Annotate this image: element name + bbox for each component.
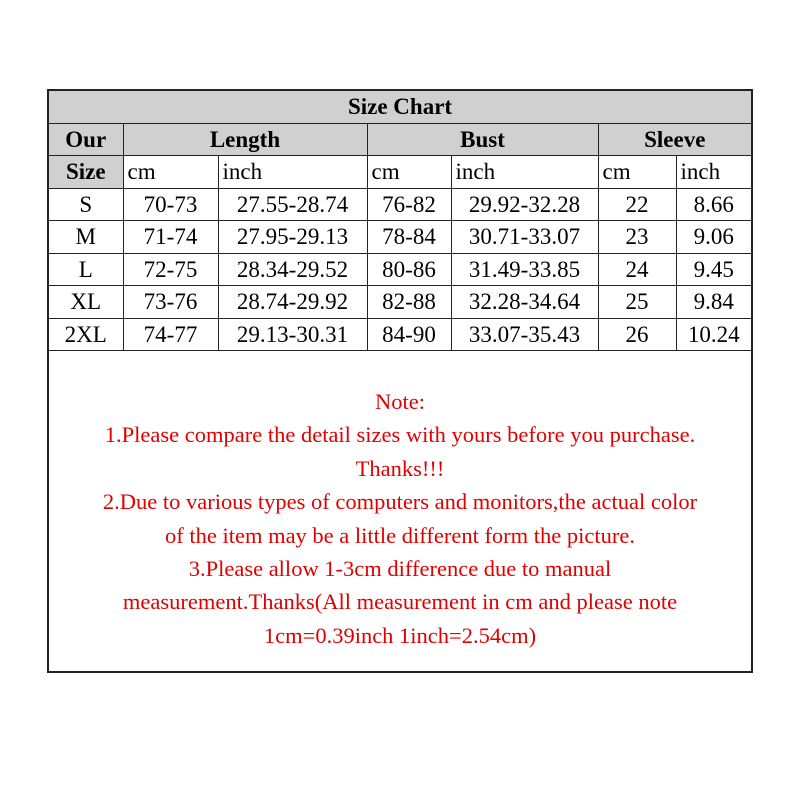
- table-row: [49, 221, 751, 254]
- table-row: [49, 318, 751, 351]
- group-header-bust: Bust: [367, 123, 598, 156]
- bust-inch-cell: 33.07-35.43: [451, 318, 598, 351]
- sleeve-inch-cell: 10.24: [676, 318, 751, 351]
- sleeve-cm-cell: 25: [598, 286, 676, 319]
- unit-header-row: [49, 156, 751, 189]
- title-row: [49, 91, 751, 123]
- sleeve-inch-cell: 9.06: [676, 221, 751, 254]
- note-line: Thanks!!!: [355, 455, 445, 481]
- table-row: [49, 286, 751, 319]
- notes-block: [49, 385, 751, 652]
- note-line: 1cm=0.39inch 1inch=2.54cm): [263, 622, 537, 648]
- bust-inch-cell: 31.49-33.85: [451, 253, 598, 286]
- group-header-length: Length: [123, 123, 367, 156]
- unit-length-inch: inch: [218, 156, 367, 189]
- size-cell: L: [49, 253, 123, 286]
- size-chart-table: [49, 91, 751, 351]
- unit-sleeve-cm: cm: [598, 156, 676, 189]
- size-header-bottom: Size: [49, 156, 123, 189]
- sleeve-cm-cell: 22: [598, 188, 676, 221]
- bust-cm-cell: 82-88: [367, 286, 451, 319]
- size-cell: S: [49, 188, 123, 221]
- unit-sleeve-inch: inch: [676, 156, 751, 189]
- length-cm-cell: 71-74: [123, 221, 218, 254]
- sleeve-inch-cell: 8.66: [676, 188, 751, 221]
- length-cm-cell: 74-77: [123, 318, 218, 351]
- length-cm-cell: 73-76: [123, 286, 218, 319]
- bust-inch-cell: 30.71-33.07: [451, 221, 598, 254]
- bust-cm-cell: 78-84: [367, 221, 451, 254]
- sleeve-inch-cell: 9.84: [676, 286, 751, 319]
- size-cell: XL: [49, 286, 123, 319]
- bust-cm-cell: 84-90: [367, 318, 451, 351]
- length-inch-cell: 28.74-29.92: [218, 286, 367, 319]
- sleeve-cm-cell: 26: [598, 318, 676, 351]
- size-cell: 2XL: [49, 318, 123, 351]
- note-heading: Note:: [375, 389, 425, 414]
- length-inch-cell: 29.13-30.31: [218, 318, 367, 351]
- table-row: [49, 253, 751, 286]
- table-row: [49, 188, 751, 221]
- table-title: Size Chart: [49, 91, 751, 123]
- bust-inch-cell: 32.28-34.64: [451, 286, 598, 319]
- length-cm-cell: 70-73: [123, 188, 218, 221]
- bust-cm-cell: 80-86: [367, 253, 451, 286]
- unit-bust-inch: inch: [451, 156, 598, 189]
- bust-inch-cell: 29.92-32.28: [451, 188, 598, 221]
- length-inch-cell: 27.95-29.13: [218, 221, 367, 254]
- group-header-row: [49, 123, 751, 156]
- length-inch-cell: 28.34-29.52: [218, 253, 367, 286]
- sleeve-cm-cell: 24: [598, 253, 676, 286]
- length-inch-cell: 27.55-28.74: [218, 188, 367, 221]
- size-header-top: Our: [49, 123, 123, 156]
- group-header-sleeve: Sleeve: [598, 123, 751, 156]
- bust-cm-cell: 76-82: [367, 188, 451, 221]
- sleeve-inch-cell: 9.45: [676, 253, 751, 286]
- size-cell: M: [49, 221, 123, 254]
- length-cm-cell: 72-75: [123, 253, 218, 286]
- note-line: measurement.Thanks(All measurement in cm and please note: [122, 589, 678, 615]
- note-line: 1.Please compare the detail sizes with yours before you purchase.: [104, 422, 696, 448]
- unit-length-cm: cm: [123, 156, 218, 189]
- note-line: of the item may be a little different form the picture.: [164, 522, 636, 548]
- unit-bust-cm: cm: [367, 156, 451, 189]
- sleeve-cm-cell: 23: [598, 221, 676, 254]
- size-chart-frame: [47, 89, 753, 673]
- note-line: 3.Please allow 1-3cm difference due to manual: [188, 556, 612, 582]
- note-line: 2.Due to various types of computers and monitors,the actual color: [102, 489, 698, 515]
